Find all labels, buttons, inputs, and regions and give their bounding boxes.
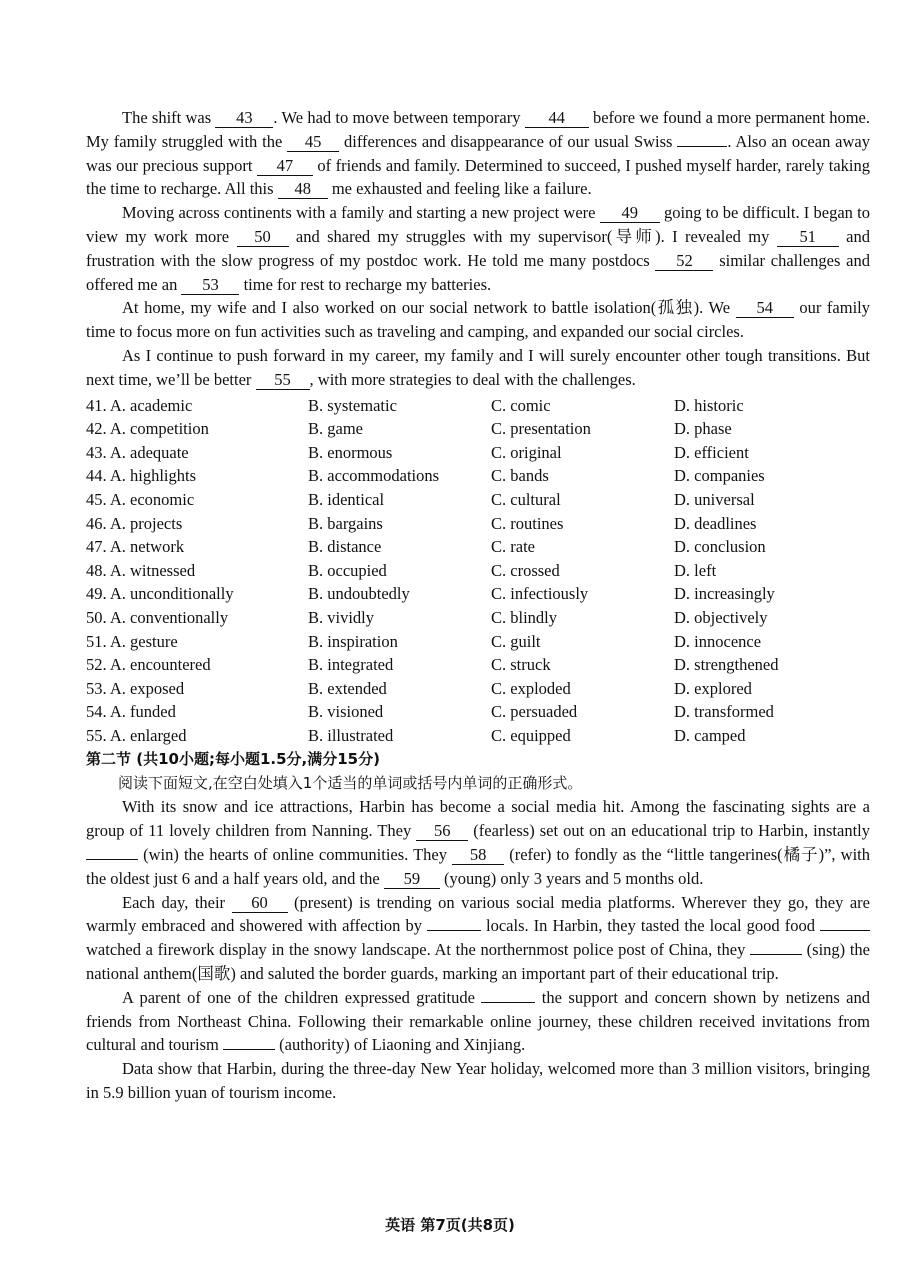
blank-43: 43 [215, 109, 273, 128]
text: (sing) the national anthem(国歌) and saluted the border guards, marking an important part of their educational trip. [86, 940, 870, 984]
option-a: 48. A. witnessed [86, 560, 196, 580]
blank-46 [677, 146, 727, 147]
option-row [86, 441, 870, 465]
option-b: B. occupied [308, 560, 387, 580]
option-c: C. rate [491, 537, 535, 557]
option-b: B. vividly [308, 607, 375, 627]
blank-44: 44 [525, 109, 589, 128]
option-row [86, 582, 870, 606]
option-row [86, 606, 870, 630]
text: As I continue to push forward in my career, my family and I will surely encounter other tough transitions. But next time, we’ll be better [86, 345, 870, 389]
option-a: 47. A. network [86, 537, 185, 557]
option-row [86, 677, 870, 701]
blank-61 [427, 930, 481, 931]
text: differences and disappearance of our usual Swiss [339, 131, 678, 151]
option-b: B. extended [308, 678, 387, 698]
answer-options [86, 394, 870, 748]
option-c: C. original [491, 442, 562, 462]
option-row [86, 464, 870, 488]
option-b: B. integrated [308, 655, 394, 675]
text: time for rest to recharge my batteries. [239, 274, 492, 294]
option-b: B. inspiration [308, 631, 398, 651]
option-b: B. systematic [308, 395, 397, 415]
option-c: C. infectiously [491, 584, 589, 604]
page-footer: 英语 第7页(共8页) [385, 1216, 515, 1234]
option-b: B. distance [308, 537, 382, 557]
option-b: B. identical [308, 489, 385, 509]
blank-52: 52 [655, 252, 713, 271]
option-c: C. bands [491, 466, 549, 486]
blank-55: 55 [256, 371, 310, 390]
text: (refer) to fondly as the “little tangerines(橘子)”, with the oldest just 6 and a half years old, and the [86, 845, 870, 888]
text: watched a firework display in the snowy landscape. At the northernmost police post of China, they [86, 940, 750, 960]
option-a: 53. A. exposed [86, 678, 185, 698]
blank-47: 47 [257, 157, 313, 176]
option-a: 55. A. enlarged [86, 725, 187, 745]
passage2-paragraph-3 [86, 986, 870, 1057]
option-row [86, 724, 870, 748]
option-a: 41. A. academic [86, 395, 193, 415]
text: Each day, their [122, 892, 232, 912]
blank-63 [750, 954, 802, 955]
passage1-paragraph-2 [86, 201, 870, 296]
text: With its snow and ice attractions, Harbin has become a social media hit. Among the fascinating sights are a group of 11 lovely children from Nanning. They [86, 797, 870, 841]
passage2-paragraph-4 [86, 1057, 870, 1105]
section-instruction: 阅读下面短文,在空白处填入1个适当的单词或括号内单词的正确形式。 [118, 774, 583, 793]
option-a: 52. A. encountered [86, 655, 211, 675]
option-d: D. strengthened [674, 655, 779, 675]
text: before we found a more permanent home. My family struggled with the [86, 108, 870, 151]
option-c: C. struck [491, 655, 551, 675]
option-c: C. equipped [491, 725, 571, 745]
text: (present) is trending on various social media platforms. Wherever they go, they are warmly embraced and showered with affection by [86, 892, 871, 936]
text: . We had to move between temporary [273, 108, 525, 127]
option-c: C. crossed [491, 560, 560, 580]
option-d: D. conclusion [674, 537, 766, 557]
option-d: D. objectively [674, 607, 768, 627]
option-d: D. phase [674, 419, 732, 439]
text: At home, my wife and I also worked on our social network to battle isolation(孤独). We [122, 298, 736, 318]
passage2-paragraph-2 [86, 891, 870, 986]
blank-49: 49 [600, 204, 660, 223]
option-row [86, 559, 870, 583]
option-row [86, 653, 870, 677]
blank-51: 51 [777, 228, 839, 247]
blank-45: 45 [287, 133, 339, 152]
passage1-paragraph-1 [86, 106, 870, 201]
option-d: D. innocence [674, 631, 762, 651]
option-d: D. left [674, 560, 717, 580]
option-d: D. camped [674, 725, 746, 745]
text: Data show that Harbin, during the three-day New Year holiday, welcomed more than 3 million visitors, bringing in 5.9 billion yuan of tourism income. [86, 1059, 870, 1103]
option-a: 46. A. projects [86, 513, 183, 533]
section-heading: 第二节 (共10小题;每小题1.5分,满分15分) [86, 750, 380, 769]
option-d: D. transformed [674, 702, 774, 722]
blank-56: 56 [416, 822, 468, 841]
text: locals. In Harbin, they tasted the local good food [480, 916, 820, 936]
text: The shift was [122, 108, 216, 127]
option-c: C. routines [491, 513, 564, 533]
blank-57 [86, 859, 138, 860]
option-a: 43. A. adequate [86, 442, 189, 462]
option-c: C. exploded [491, 678, 571, 698]
passage2-paragraph-1 [86, 795, 870, 890]
text: and shared my struggles with my supervisor(导师). I revealed my [288, 226, 777, 246]
text: . Also an ocean away was our precious support [86, 131, 870, 175]
option-a: 49. A. unconditionally [86, 584, 234, 604]
option-a: 42. A. competition [86, 419, 209, 439]
option-d: D. historic [674, 395, 744, 415]
passage1-paragraph-3 [86, 296, 870, 344]
text: (young) only 3 years and 5 months old. [439, 868, 704, 888]
option-c: C. persuaded [491, 702, 578, 722]
option-b: B. illustrated [308, 725, 394, 745]
text: Moving across continents with a family and starting a new project were [122, 203, 600, 223]
option-d: D. increasingly [674, 584, 775, 604]
option-d: D. deadlines [674, 513, 757, 533]
option-d: D. efficient [674, 442, 749, 462]
blank-62 [820, 930, 870, 931]
blank-64 [481, 1002, 535, 1003]
text: of friends and family. Determined to succeed, I pushed myself harder, rarely taking the time to recharge. All this [86, 155, 870, 199]
blank-65 [223, 1049, 275, 1050]
option-row [86, 394, 870, 418]
blank-58: 58 [452, 846, 504, 865]
option-c: C. comic [491, 395, 551, 415]
option-a: 54. A. funded [86, 702, 176, 722]
option-b: B. accommodations [308, 466, 440, 486]
option-b: B. enormous [308, 442, 393, 462]
blank-48: 48 [278, 180, 328, 199]
text: , with more strategies to deal with the challenges. [309, 369, 636, 389]
passage1-paragraph-4 [86, 344, 870, 392]
text: (fearless) set out on an educational trip to Harbin, instantly [468, 821, 870, 841]
text: (authority) of Liaoning and Xinjiang. [275, 1035, 526, 1055]
option-d: D. universal [674, 489, 755, 509]
option-row [86, 512, 870, 536]
option-b: B. game [308, 419, 363, 439]
option-row [86, 488, 870, 512]
option-row [86, 700, 870, 724]
blank-60: 60 [232, 894, 288, 913]
exam-page [86, 106, 870, 1105]
blank-54: 54 [736, 299, 794, 318]
option-b: B. undoubtedly [308, 584, 410, 604]
option-b: B. visioned [308, 702, 384, 722]
option-b: B. bargains [308, 513, 383, 533]
option-c: C. blindly [491, 607, 558, 627]
option-a: 45. A. economic [86, 489, 195, 509]
blank-59: 59 [384, 870, 440, 889]
text: and frustration with the slow progress of my postdoc work. He told me many postdocs [86, 226, 870, 270]
text: the support and concern shown by netizens and friends from Northeast China. Following their remarkable online journey, these children received invitations from cultural and tourism [86, 987, 871, 1055]
option-row [86, 535, 870, 559]
text: me exhausted and feeling like a failure. [327, 179, 592, 199]
option-d: D. explored [674, 678, 752, 698]
text: (win) the hearts of online communities. They [138, 845, 453, 865]
blank-53: 53 [181, 276, 239, 295]
text: going to be difficult. I began to view my work more [86, 203, 870, 246]
option-c: C. presentation [491, 419, 591, 439]
text: our family time to focus more on fun activities such as traveling and camping, and expanded our social circles. [86, 298, 870, 342]
option-row [86, 417, 870, 441]
text: A parent of one of the children expressed gratitude [122, 987, 482, 1007]
option-row [86, 630, 870, 654]
blank-50: 50 [237, 228, 289, 247]
option-a: 50. A. conventionally [86, 607, 229, 627]
option-a: 51. A. gesture [86, 631, 178, 651]
option-c: C. cultural [491, 489, 561, 509]
option-d: D. companies [674, 466, 765, 486]
option-a: 44. A. highlights [86, 466, 197, 486]
text: similar challenges and offered me an [86, 250, 870, 294]
option-c: C. guilt [491, 631, 541, 651]
